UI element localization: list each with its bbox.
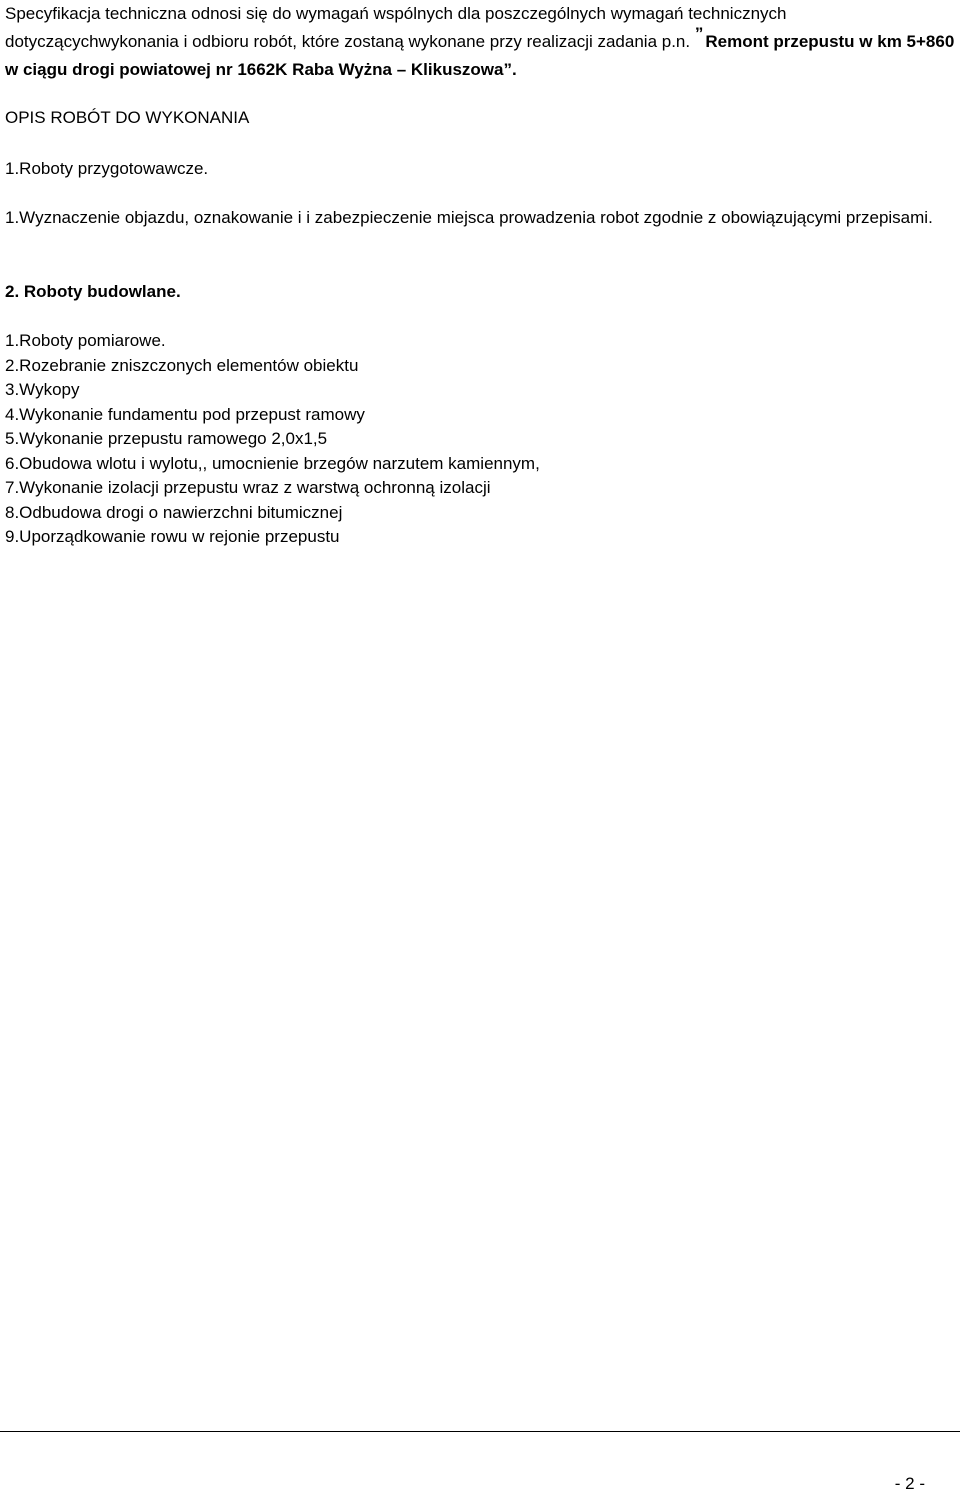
footer-divider — [0, 1431, 960, 1432]
page-heading: OPIS ROBÓT DO WYKONANIA — [5, 108, 250, 127]
section-2-title: 2. Roboty budowlane. — [5, 282, 181, 301]
list-item: 4.Wykonanie fundamentu pod przepust ramowy — [5, 404, 365, 424]
list-item: 5.Wykonanie przepustu ramowego 2,0x1,5 — [5, 429, 328, 448]
intro-project-title: Remont przepustu w km 5+860 w ciągu drogi powiatowej nr 1662K Raba Wyżna – Klikuszowa”. — [5, 32, 955, 79]
list-item: 6.Obudowa wlotu i wylotu,, umocnienie brzegów narzutem kamiennym, — [5, 453, 540, 473]
list-item: 3.Wykopy — [5, 380, 80, 399]
section-1-title: 1.Roboty przygotowawcze. — [5, 159, 209, 178]
list-item: 7.Wykonanie izolacji przepustu wraz z warstwą ochronną izolacji — [5, 478, 491, 497]
list-item: 9.Uporządkowanie rowu w rejonie przepustu — [5, 527, 340, 546]
list-item: 2.Rozebranie zniszczonych elementów obiektu — [5, 355, 359, 375]
section-1-item: 1.Wyznaczenie objazdu, oznakowanie i i zabezpieczenie miejsca prowadzenia robot zgodnie z obowiązującymi przepisami. — [5, 208, 933, 227]
intro-paragraph — [5, 0, 955, 84]
list-item: 8.Odbudowa drogi o nawierzchni bitumicznej — [5, 502, 343, 522]
intro-text: Specyfikacja techniczna odnosi się do wymagań wspólnych dla poszczególnych wymagań technicznych dotyczącychwykonania i odbioru robót, które zostaną wykonane przy realizacji zadania p.n. — [5, 4, 787, 51]
intro-open-quote: ” — [694, 24, 704, 43]
list-item: 1.Roboty pomiarowe. — [5, 331, 166, 350]
section-2-list — [5, 329, 540, 550]
page-number: - 2 - — [894, 1474, 925, 1493]
